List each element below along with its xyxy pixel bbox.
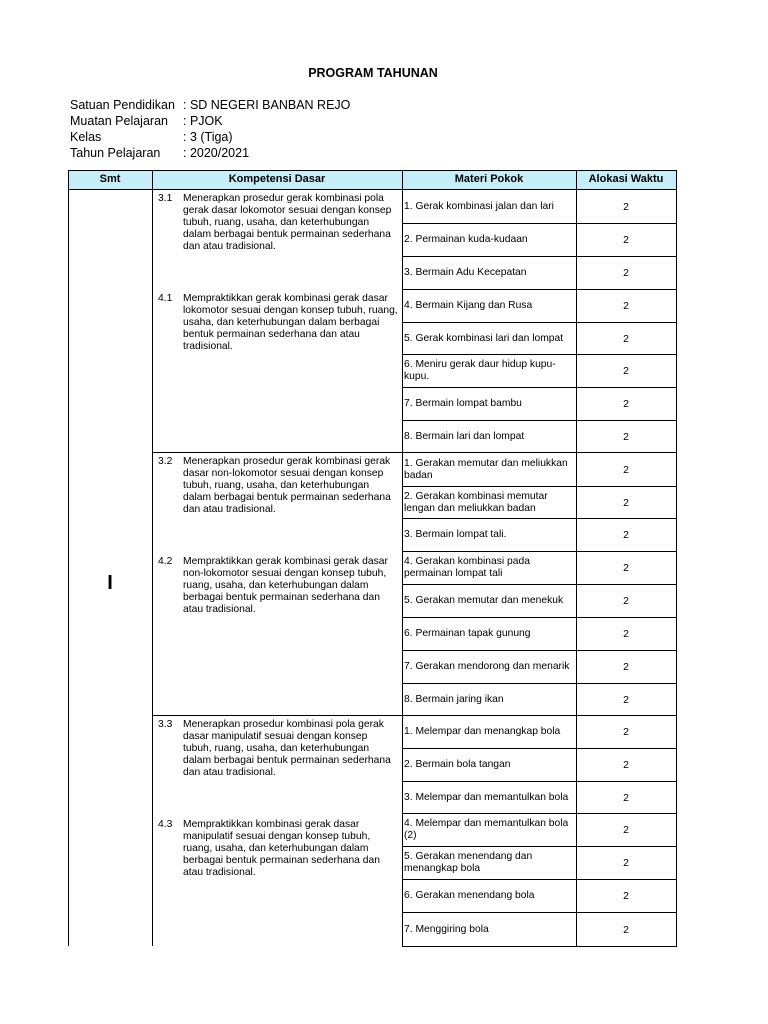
col-border-right (676, 322, 677, 355)
identity-block (70, 97, 350, 161)
col-border-mp-header (576, 170, 577, 190)
materi-pokok-cell: 4. Bermain Kijang dan Rusa (404, 300, 533, 311)
col-border-right (676, 420, 677, 453)
materi-pokok-cell: 3. Melempar dan memantulkan bola (404, 791, 569, 803)
kd-text: Mempraktikkan gerak kombinasi gerak dasar non-lokomotor sesuai dengan konsep tubuh, ruang, usaha, dan keterhubungan dalam berbagai bentuk permainan sederhana dan atau tradisional. (183, 556, 388, 615)
row-bottom-border (402, 946, 677, 947)
header-kompetensi-dasar: Kompetensi Dasar (228, 173, 326, 185)
col-border-right (676, 518, 677, 552)
materi-pokok-cell: 5. Gerakan menendang dan menangkap bola (404, 851, 533, 874)
col-border-right (676, 617, 677, 651)
materi-pokok-cell: 7. Menggiring bola (404, 923, 489, 935)
kd-text: Menerapkan prosedur gerak kombinasi pola gerak dasar lokomotor sesuai dengan konsep tubuh, ruang, usaha, dan keterhubungan dalam berbagai bentuk permainan sederhana dan atau tradisional. (183, 193, 392, 252)
col-border-right (676, 354, 677, 388)
info-label: Muatan Pelajaran (70, 114, 168, 128)
materi-pokok-cell: 1. Gerak kombinasi jalan dan lari (404, 200, 554, 212)
col-border-right (676, 551, 677, 585)
col-border-right (676, 189, 677, 224)
col-border-kd (402, 170, 403, 946)
kd-text: Menerapkan prosedur gerak kombinasi gerak dasar non-lokomotor sesuai dengan konsep tubuh, ruang, usaha, dan keterhubungan dalam berbagai bentuk permainan sederhana dan atau tradisional. (183, 456, 391, 515)
materi-pokok-cell: 4. Gerakan kombinasi pada permainan lompat tali (404, 556, 530, 579)
table-top-border (68, 170, 677, 171)
info-label: Kelas (70, 130, 102, 144)
col-border-right (676, 683, 677, 716)
info-label: Satuan Pendidikan (70, 98, 175, 112)
materi-pokok-cell: 2. Bermain bola tangan (404, 759, 511, 770)
alokasi-waktu-cell: 2 (623, 726, 629, 738)
materi-pokok-cell: 2. Gerakan kombinasi memutar lengan dan meliukkan badan (404, 490, 548, 514)
materi-pokok-cell: 8. Bermain lari dan lompat (404, 430, 525, 442)
materi-pokok-cell: 5. Gerak kombinasi lari dan lompat (404, 332, 564, 344)
materi-pokok-cell: 1. Gerakan memutar dan meliukkan badan (404, 457, 568, 481)
kompetensi-dasar-3-1 (158, 193, 398, 253)
alokasi-waktu-cell: 2 (623, 300, 629, 312)
materi-pokok-cell: 8. Bermain jaring ikan (404, 693, 504, 705)
kd-number: 4.1 (158, 293, 173, 304)
alokasi-waktu-cell: 2 (623, 661, 629, 673)
materi-pokok-cell: 3. Bermain lompat tali. (404, 529, 507, 540)
kompetensi-dasar-4-2 (158, 556, 398, 616)
header-materi-pokok: Materi Pokok (454, 173, 524, 185)
col-border-right (676, 715, 677, 749)
alokasi-waktu-cell: 2 (623, 923, 629, 936)
kompetensi-dasar-4-1 (158, 293, 398, 353)
col-border-right (676, 846, 677, 880)
col-border-right (676, 452, 677, 487)
alokasi-waktu-cell: 2 (623, 200, 629, 213)
materi-pokok-cell: 7. Bermain lompat bambu (404, 398, 522, 409)
col-border-right (676, 289, 677, 323)
semester-label: I (107, 572, 113, 594)
info-row-satuan (70, 97, 350, 113)
info-value: : SD NEGERI BANBAN REJO (183, 98, 351, 112)
col-border-right (676, 813, 677, 847)
alokasi-waktu-cell: 2 (623, 398, 629, 410)
col-border-right (676, 650, 677, 684)
materi-pokok-cell: 6. Meniru gerak daur hidup kupu-kupu. (404, 359, 556, 382)
kompetensi-dasar-3-3 (158, 719, 398, 779)
kd-number: 4.3 (158, 819, 173, 830)
alokasi-waktu-cell: 2 (623, 824, 629, 836)
col-border-right (676, 781, 677, 814)
header-smt: Smt (99, 173, 121, 185)
alokasi-waktu-cell: 2 (623, 332, 629, 345)
kd-number: 3.1 (158, 193, 173, 204)
info-label: Tahun Pelajaran (70, 146, 161, 160)
kd-text: Menerapkan prosedur kombinasi pola gerak dasar manipulatif sesuai dengan konsep tubuh, ruang, usaha, dan keterhubungan dalam berbagai bentuk permainan sederhana dan atau tradisional. (183, 719, 391, 778)
materi-pokok-cell: 6. Gerakan menendang bola (404, 890, 535, 901)
alokasi-waktu-cell: 2 (623, 529, 629, 541)
info-row-tahun (70, 145, 350, 161)
alokasi-waktu-cell: 2 (623, 791, 629, 804)
alokasi-waktu-cell: 2 (623, 267, 629, 279)
col-border-right-header (676, 170, 677, 190)
kompetensi-dasar-3-2 (158, 456, 398, 516)
col-border-right (676, 256, 677, 290)
col-border-right (676, 223, 677, 257)
materi-pokok-cell: 6. Permainan tapak gunung (404, 628, 531, 639)
group-divider (152, 452, 402, 453)
col-border-right (676, 584, 677, 618)
col-border-right (676, 387, 677, 421)
kompetensi-dasar-4-3 (158, 819, 398, 879)
page-title: PROGRAM TAHUNAN (308, 66, 438, 80)
kd-number: 3.3 (158, 719, 173, 730)
info-value: : PJOK (183, 114, 223, 128)
col-border-right (676, 912, 677, 947)
kd-text: Mempraktikkan kombinasi gerak dasar manipulatif sesuai dengan konsep tubuh, ruang, usaha, dan keterhubungan dalam berbagai bentuk permainan sederhana dan atau tradisional. (183, 819, 380, 878)
info-value: : 3 (Tiga) (183, 130, 233, 144)
alokasi-waktu-cell: 2 (623, 562, 629, 574)
col-border-right (676, 748, 677, 782)
col-border-left (68, 170, 69, 946)
alokasi-waktu-cell: 2 (623, 595, 629, 607)
info-row-muatan (70, 113, 350, 129)
alokasi-waktu-cell: 2 (623, 430, 629, 443)
info-row-kelas (70, 129, 350, 145)
kd-number: 4.2 (158, 556, 173, 567)
materi-pokok-cell: 5. Gerakan memutar dan menekuk (404, 595, 564, 606)
materi-pokok-cell: 2. Permainan kuda-kudaan (404, 234, 528, 245)
alokasi-waktu-cell: 2 (623, 890, 629, 902)
materi-pokok-cell: 1. Melempar dan menangkap bola (404, 726, 561, 737)
info-value: : 2020/2021 (183, 146, 250, 160)
materi-pokok-cell: 7. Gerakan mendorong dan menarik (404, 661, 570, 672)
alokasi-waktu-cell: 2 (623, 628, 629, 640)
col-border-smt (152, 170, 153, 946)
kd-text: Mempraktikkan gerak kombinasi gerak dasar lokomotor sesuai dengan konsep tubuh, ruang, usaha, dan keterhubungan dalam berbagai bentuk permainan sederhana dan atau tradisional. (183, 293, 398, 352)
alokasi-waktu-cell: 2 (623, 234, 629, 246)
group-divider (152, 715, 402, 716)
alokasi-waktu-cell: 2 (623, 857, 629, 869)
alokasi-waktu-cell: 2 (623, 496, 629, 509)
alokasi-waktu-cell: 2 (623, 365, 629, 377)
kd-number: 3.2 (158, 456, 173, 467)
materi-pokok-cell: 4. Melempar dan memantulkan bola (2) (404, 818, 569, 841)
alokasi-waktu-cell: 2 (623, 759, 629, 771)
header-alokasi-waktu: Alokasi Waktu (588, 173, 664, 185)
alokasi-waktu-cell: 2 (623, 693, 629, 706)
materi-pokok-cell: 3. Bermain Adu Kecepatan (404, 267, 527, 278)
alokasi-waktu-cell: 2 (623, 463, 629, 476)
col-border-right (676, 486, 677, 519)
col-border-right (676, 879, 677, 913)
